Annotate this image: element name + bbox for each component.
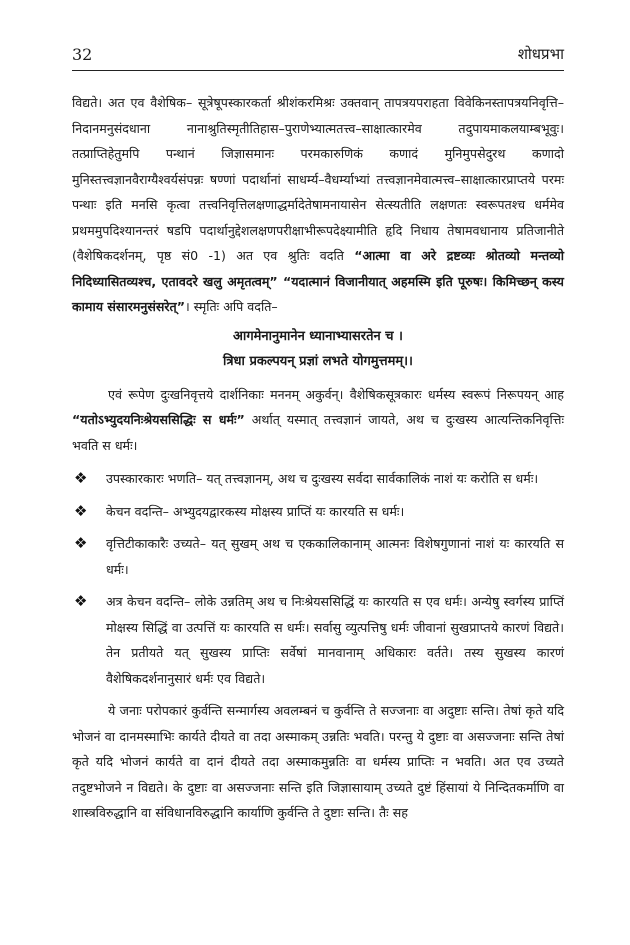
vaisheshika-sutra-quote: “यतोऽभ्युदयनिःश्रेयससिद्धिः स धर्मः”	[72, 412, 245, 427]
verse-line-2: त्रिधा प्रकल्पयन् प्रज्ञां लभते योगमुत्तमम्।।	[223, 353, 413, 369]
dharma-views-list	[72, 466, 564, 691]
smriti-verse	[72, 324, 564, 374]
diamond-cluster-icon: ❖	[74, 501, 88, 520]
page-header	[72, 44, 564, 71]
list-item	[72, 499, 564, 525]
dharma-definition-paragraph	[72, 382, 564, 459]
list-item-text: वृत्तिटीकाकारैः उच्यते– यत् सुखम् अथ च एककालिकानाम् आत्मनः विशेषगुणानां नाशं यः कारयति स धर्मः।	[106, 536, 564, 577]
page-number: 32	[72, 45, 93, 64]
list-item-text: केचन वदन्ति– अभ्युदयद्वारकस्य मोक्षस्य प्राप्तिं यः कारयति स धर्मः।	[106, 503, 405, 519]
intro-paragraph	[72, 90, 564, 320]
diamond-cluster-icon: ❖	[74, 592, 88, 610]
para2-text-a: एवं रूपेण दुःखनिवृत्तये दार्शनिकाः मननम् अकुर्वन्। वैशेषिकसूत्रकारः धर्मस्य स्वरूपं निरूपयन् आह	[108, 386, 564, 402]
closing-paragraph: ये जनाः परोपकारं कुर्वन्ति सन्मार्गस्य अवलम्बनं च कुर्वन्ति ते सज्जनाः वा अदुष्टाः सन्ति। तेषां कृते यदि भोजनं वा दानमस्माभिः कार्यते दीयते वा तदा अस्माकम् उन्नतिः भवति। परन्तु ये दुष्टाः वा असज्जनाः सन्ति तेषां कृते यदि भोजनं कार्यते वा दानं दीयते तदा अस्माकमुन्नतिः वा धर्मस्य प्राप्तिः न भवति। अत एव उच्यते तदुष्टभोजने न विद्यते। के दुष्टाः वा असज्जनाः सन्ति इति जिज्ञासायाम् उच्यते दुष्टं हिंसायां ये निन्दितकर्माणि वा शास्त्रविरुद्धानि वा संविधानविरुद्धानि कार्याणि कुर्वन्ति ते दुष्टाः सन्ति। तैः सह	[72, 703, 564, 820]
list-item	[72, 531, 564, 582]
list-item-text: अत्र केचन वदन्ति– लोके उन्नतिम् अथ च निःश्रेयससिद्धिं यः कारयति स एव धर्मः। अन्येषु स्वर्गस्य प्राप्तिं मोक्षस्य सिद्धिं वा उत्पत्तिं यः कारयति स धर्मः। सर्वासु व्युत्पत्तिषु धर्मः जीवानां सुखप्राप्तये कारणं विद्यते। तेन प्रतीयते यत् सुखस्य प्राप्तिः सर्वेषां मानवानाम् अधिकारः वर्तते। तस्य सुखस्य कारणं वैशेषिकदर्शनानुसारं धर्मः एव विद्यते।	[106, 594, 564, 686]
intro-shruti-quote: “आत्मा वा अरे द्रष्टव्यः श्रोतव्यो मन्तव्यो निदिध्यासितव्यश्च, एतावदरे खलु अमृतत्वम्” “यदात्मानं विजानीयात् अहमस्मि इति पूरुषः। किमिच्छन् कस्य कामाय संसारमनुसंसरेत्”	[72, 248, 564, 314]
list-item-text: उपस्कारकारः भणति– यत् तत्त्वज्ञानम्, अथ च दुःखस्य सर्वदा सार्वकालिकं नाशं यः करोति स धर्मः।	[106, 471, 539, 486]
intro-text-a: विद्यते। अत एव वैशेषिक– सूत्रेषूपस्कारकर्ता श्रीशंकरमिश्रः उक्तवान् तापत्रयपराहता विवेकिनस्तापत्रयनिवृत्ति–निदानमनुसंदधाना नानाश्रुतिस्मृतीतिहास–पुराणेभ्यात्मतत्त्व–साक्षात्कारमेव तदुपायमाकलयाम्बभूवुः। तत्प्राप्तिहेतुमपि पन्थानं जिज्ञासमानः परमकारुणिकं कणादं मुनिमुपसेदुरथ कणादो मुनिस्तत्त्वज्ञानवैराग्यैश्वर्यसंपन्नः षण्णां पदार्थानां साधर्म्य–वैधर्म्याभ्यां तत्त्वज्ञानमेवात्मत्त्व–साक्षात्कारप्राप्तये परमः पन्थाः इति मनसि कृत्वा तत्त्वनिवृत्तिलक्षणाद्धर्मादेतेषामनायासेन सेत्स्यतीति लक्षणतः स्वरूपतश्च धर्ममेव प्रथममुपदिश्यानन्तरं षडपि पदार्थानुद्देशलक्षणपरीक्षाभीरूपदेक्ष्यामीति हृदि निधाय तेषामवधानाय प्रतिजानीते (वैशेषिकदर्शनम्, पृष्ठ सं0 -1) अत एव श्रुतिः वदति	[72, 95, 564, 263]
diamond-cluster-icon: ❖	[74, 469, 88, 487]
para2-text-b: अर्थात् यस्मात् तत्त्वज्ञानं जायते, अथ च दुःखस्य आत्यन्तिकनिवृत्तिः भवति स धर्मः।	[72, 412, 564, 453]
verse-line-1: आगमेनानुमानेन ध्यानाभ्यासरतेन च ।	[233, 328, 403, 344]
running-title: शोधप्रभा	[517, 45, 564, 63]
page-body	[72, 90, 564, 826]
diamond-cluster-icon: ❖	[74, 534, 88, 552]
list-item	[72, 466, 564, 492]
list-item	[72, 589, 564, 691]
intro-text-b: । स्मृतिः अपि वदति–	[185, 299, 278, 314]
